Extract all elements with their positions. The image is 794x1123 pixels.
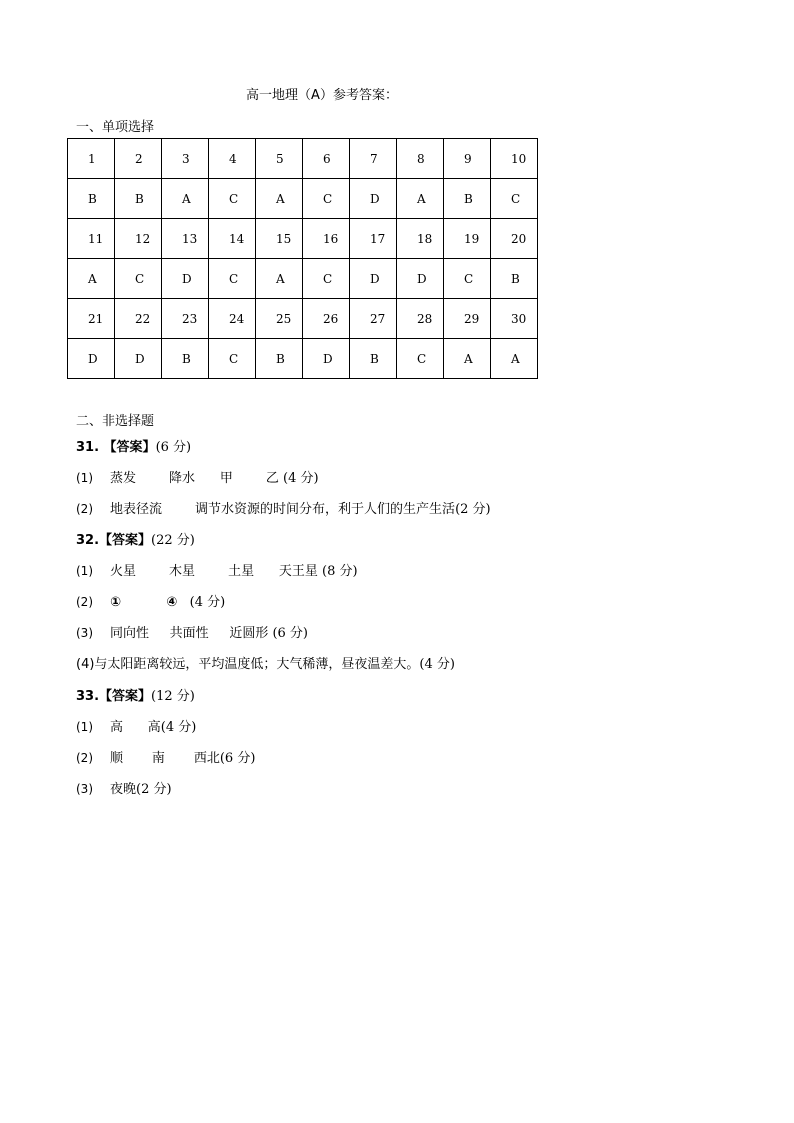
answer-cell: D	[350, 179, 397, 219]
question-number-cell: 1	[68, 139, 115, 179]
q33-answer-2: (2) 顺 南 西北(6 分)	[76, 751, 256, 766]
q33-answer-1: (1) 高 高(4 分)	[76, 720, 197, 735]
q33-heading: 33.【答案】(12 分)	[76, 689, 195, 704]
q31-answer-2: (2) 地表径流 调节水资源的时间分布，利于人们的生产生活(2 分)	[76, 502, 491, 517]
question-number-cell: 24	[209, 299, 256, 339]
question-number-cell: 22	[115, 299, 162, 339]
section-heading-non-choice: 二、非选择题	[76, 414, 155, 429]
answer-cell: B	[68, 179, 115, 219]
q33-answer-3: (3) 夜晚(2 分)	[76, 782, 172, 797]
answer-cell: B	[350, 339, 397, 379]
answer-cell: C	[444, 259, 491, 299]
grid-row-numbers	[68, 299, 538, 339]
q32-answer-2: (2) ① ④ (4 分)	[76, 595, 226, 610]
question-number-cell: 16	[303, 219, 350, 259]
answer-cell: B	[115, 179, 162, 219]
grid-row-numbers	[68, 139, 538, 179]
question-number-cell: 7	[350, 139, 397, 179]
answer-cell: C	[491, 179, 538, 219]
answer-cell: B	[444, 179, 491, 219]
q32-answer-4: (4)与太阳距离较远，平均温度低；大气稀薄，昼夜温差大。(4 分)	[76, 657, 455, 672]
question-number-cell: 15	[256, 219, 303, 259]
question-number-cell: 23	[162, 299, 209, 339]
answer-cell: C	[303, 179, 350, 219]
page-title: 高一地理（A）参考答案：	[246, 88, 398, 103]
grid-row-answers	[68, 339, 538, 379]
answer-cell: A	[256, 179, 303, 219]
answer-grid	[67, 138, 538, 379]
answer-cell: B	[491, 259, 538, 299]
question-number-cell: 13	[162, 219, 209, 259]
question-number-cell: 27	[350, 299, 397, 339]
question-number-cell: 9	[444, 139, 491, 179]
answer-cell: C	[115, 259, 162, 299]
q31-heading: 31. 【答案】(6 分)	[76, 440, 192, 455]
answer-cell: B	[162, 339, 209, 379]
answer-cell: D	[350, 259, 397, 299]
question-number-cell: 14	[209, 219, 256, 259]
question-number-cell: 25	[256, 299, 303, 339]
q32-heading: 32.【答案】(22 分)	[76, 533, 195, 548]
answer-cell: A	[256, 259, 303, 299]
question-number-cell: 12	[115, 219, 162, 259]
q31-answer-1: (1) 蒸发 降水 甲 乙 (4 分)	[76, 471, 319, 486]
question-number-cell: 4	[209, 139, 256, 179]
question-number-cell: 2	[115, 139, 162, 179]
question-number-cell: 20	[491, 219, 538, 259]
grid-row-answers	[68, 259, 538, 299]
question-number-cell: 11	[68, 219, 115, 259]
question-number-cell: 21	[68, 299, 115, 339]
question-number-cell: 5	[256, 139, 303, 179]
answer-cell: C	[209, 179, 256, 219]
question-number-cell: 29	[444, 299, 491, 339]
question-number-cell: 3	[162, 139, 209, 179]
question-number-cell: 6	[303, 139, 350, 179]
answer-cell: D	[68, 339, 115, 379]
answer-cell: A	[68, 259, 115, 299]
answer-cell: A	[162, 179, 209, 219]
question-number-cell: 18	[397, 219, 444, 259]
grid-row-answers	[68, 179, 538, 219]
question-number-cell: 28	[397, 299, 444, 339]
answer-cell: C	[303, 259, 350, 299]
answer-cell: A	[397, 179, 444, 219]
answer-cell: C	[209, 339, 256, 379]
question-number-cell: 30	[491, 299, 538, 339]
q32-answer-3: (3) 同向性 共面性 近圆形 (6 分)	[76, 626, 309, 641]
question-number-cell: 19	[444, 219, 491, 259]
answer-cell: D	[162, 259, 209, 299]
grid-row-numbers	[68, 219, 538, 259]
answer-cell: D	[397, 259, 444, 299]
question-number-cell: 8	[397, 139, 444, 179]
answer-cell: C	[397, 339, 444, 379]
question-number-cell: 10	[491, 139, 538, 179]
section-heading-single-choice: 一、单项选择	[76, 120, 155, 135]
question-number-cell: 26	[303, 299, 350, 339]
answer-cell: C	[209, 259, 256, 299]
answer-cell: A	[491, 339, 538, 379]
q32-answer-1: (1) 火星 木星 土星 天王星 (8 分)	[76, 564, 358, 579]
answer-cell: A	[444, 339, 491, 379]
answer-cell: D	[115, 339, 162, 379]
question-number-cell: 17	[350, 219, 397, 259]
answer-cell: D	[303, 339, 350, 379]
answer-cell: B	[256, 339, 303, 379]
